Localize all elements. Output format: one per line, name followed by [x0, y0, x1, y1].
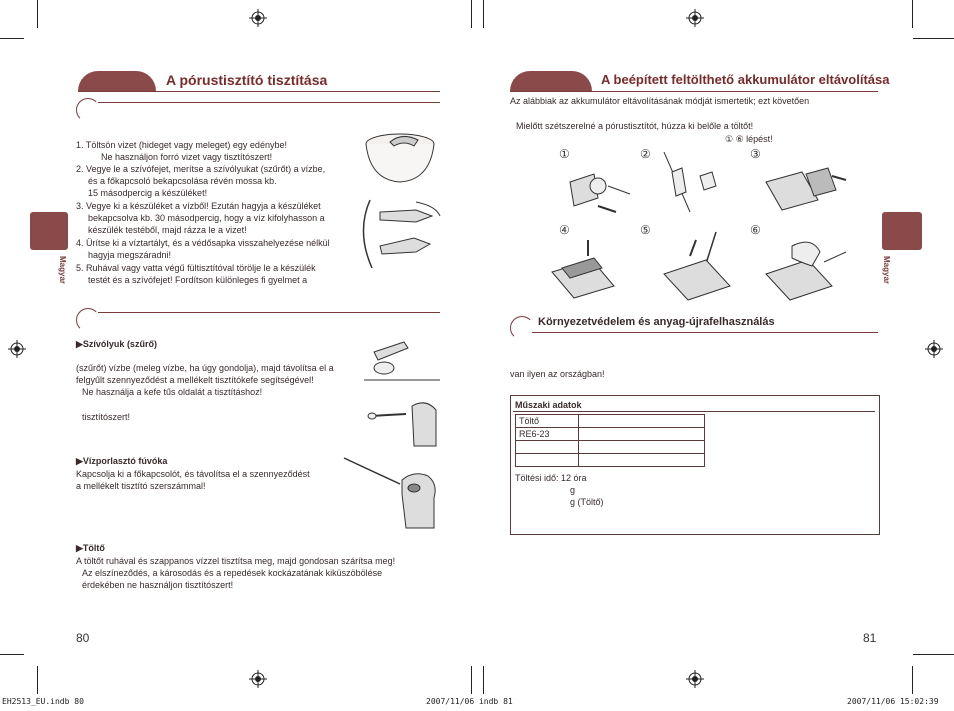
spec-divider: [513, 411, 875, 412]
step-line: bekapcsolva kb. 30 másodpercig, hogy a víz kifolyhasson a: [88, 213, 325, 223]
nozzle-illustration: [340, 454, 440, 530]
registration-mark-icon: [249, 670, 267, 688]
table-row: [516, 454, 705, 467]
spec-heading: Műszaki adatok: [515, 400, 582, 410]
crop-mark: [37, 666, 38, 694]
szivolyuk-text: felgyűlt szennyeződést a mellékelt tisztítókefe segítségével!: [76, 375, 314, 385]
crop-mark: [471, 0, 472, 28]
step-line: 1. Töltsön vizet (hideget vagy meleget) egy edénybe!: [76, 140, 287, 150]
step-marker: ④: [559, 223, 570, 237]
step-line: Ne használjon forró vizet vagy tisztítószert!: [101, 152, 273, 162]
table-row: [516, 428, 705, 441]
step-marker: ①: [559, 147, 570, 161]
section-divider: [532, 332, 878, 333]
table-cell: RE6-23: [516, 428, 579, 441]
crop-mark: [912, 666, 913, 694]
right-page-title: A beépített feltölthető akkumulátor eltávolítása: [601, 72, 890, 87]
crop-mark: [0, 38, 24, 39]
step-marker: ②: [640, 147, 651, 161]
filter-illustration: [364, 334, 440, 386]
tolto-heading: ▶Töltő: [76, 543, 105, 553]
vizporlaszto-text: Kapcsolja ki a főkapcsolót, és távolítsa el a szennyeződést: [76, 469, 310, 479]
shaking-illustration: [356, 192, 442, 276]
step2-illustration: [660, 152, 722, 216]
registration-mark-icon: [8, 340, 26, 358]
crop-mark: [483, 0, 484, 28]
left-page-title: A pórustisztító tisztítása: [166, 72, 328, 88]
section-marker-icon: [510, 316, 534, 340]
intro-text: Az alábbiak az akkumulátor eltávolításának módját ismertetik; ezt követően: [510, 96, 810, 106]
step-marker: ③: [750, 147, 761, 161]
table-row: [516, 441, 705, 454]
crop-mark: [37, 0, 38, 28]
step3-illustration: [762, 160, 848, 218]
title-pill: [78, 71, 156, 91]
charge-time: Töltési idő: 12 óra: [515, 473, 587, 483]
vizporlaszto-text: a mellékelt tisztító szerszámmal!: [76, 481, 206, 491]
footer-date: 2007/11/06 indb 81: [426, 697, 513, 706]
crop-mark: [0, 654, 24, 655]
table-cell: [516, 441, 579, 454]
spec-weight-charger: g (Töltő): [570, 497, 604, 507]
registration-mark-icon: [249, 9, 267, 27]
step-line: és a főkapcsoló bekapcsolása révén mossa kb.: [88, 176, 277, 186]
szivolyuk-heading: ▶Szívólyuk (szűrő): [76, 339, 157, 349]
brush-illustration: [366, 394, 442, 450]
crop-mark: [913, 38, 954, 39]
step-line: testét és a szívófejet! Fordítson különleges fi gyelmet a: [88, 275, 308, 285]
step-line: 2. Vegye le a szívófejet, merítse a szívólyukat (szűrőt) a vízbe,: [76, 164, 326, 174]
step1-illustration: [568, 162, 634, 216]
warning-text: Mielőtt szétszerelné a pórustisztítót, húzza ki belőle a töltőt!: [516, 121, 754, 131]
bowl-illustration: [360, 128, 440, 186]
section-divider: [98, 102, 440, 103]
spec-weight: g: [570, 485, 576, 495]
section-marker-icon: [76, 308, 100, 332]
crop-mark: [483, 666, 484, 694]
registration-mark-icon: [686, 9, 704, 27]
step-marker: ⑤: [640, 223, 651, 237]
step6-illustration: [762, 236, 850, 306]
page-number: 81: [863, 631, 877, 645]
registration-mark-icon: [686, 670, 704, 688]
environment-text: van ilyen az országban!: [510, 369, 605, 379]
szivolyuk-text: (szűrőt) vízbe (meleg vízbe, ha úgy gondolja), majd távolítsa el a: [76, 363, 334, 373]
table-cell: [579, 428, 705, 441]
language-tab: [30, 212, 68, 250]
table-cell: Töltő: [516, 415, 579, 428]
step-line: 15 másodpercig a készüléket!: [88, 188, 208, 198]
section-marker-icon: [76, 98, 100, 122]
language-tab: [882, 212, 922, 250]
footer-timestamp: 2007/11/06 15:02:39: [847, 697, 939, 706]
szivolyuk-text: tisztítószert!: [82, 412, 131, 422]
table-cell: [579, 454, 705, 467]
table-cell: [579, 415, 705, 428]
table-row: [516, 415, 705, 428]
side-label: Magyar: [58, 256, 67, 285]
spec-table: [515, 414, 705, 467]
step-line: 3. Vegye ki a készüléket a vízből! Ezután hagyja a készüléket: [76, 201, 321, 211]
registration-mark-icon: [925, 340, 943, 358]
environment-heading: Környezetvédelem és anyag-újrafelhasználás: [538, 316, 775, 328]
page-number: 80: [76, 631, 90, 645]
step-line: 4. Ürítse ki a víztartályt, és a védősapka visszahelyezése nélkül: [76, 238, 330, 248]
tolto-text: érdekében ne használjon tisztítószert!: [82, 580, 234, 590]
crop-mark: [913, 654, 954, 655]
crop-mark: [471, 666, 472, 694]
footer-file: EH2513_EU.indb 80: [2, 697, 84, 706]
table-cell: [579, 441, 705, 454]
step4-illustration: [548, 238, 634, 304]
vizporlaszto-heading: ▶Vízporlasztó fúvóka: [76, 456, 168, 466]
step-line: 5. Ruhával vagy vatta végű fültisztítóval törölje le a készülék: [76, 263, 316, 273]
szivolyuk-text: Ne használja a kefe tűs oldalát a tisztításhoz!: [82, 387, 263, 397]
side-label: Magyar: [882, 256, 891, 285]
step-line: hagyja megszáradni!: [88, 250, 172, 260]
table-cell: [516, 454, 579, 467]
crop-mark: [912, 0, 913, 28]
step-line: készülék testéből, majd rázza le a vizet!: [88, 225, 247, 235]
section-divider: [98, 312, 440, 313]
tolto-text: A töltőt ruhával és szappanos vízzel tisztítsa meg, majd gondosan szárítsa meg!: [76, 556, 396, 566]
step5-illustration: [660, 230, 742, 306]
step-marker: ⑥: [750, 223, 761, 237]
steps-reference: ① ⑥ lépést!: [725, 134, 773, 144]
title-pill: [510, 71, 592, 91]
tolto-text: Az elszíneződés, a károsodás és a repedések kockázatának kiküszöbölése: [82, 568, 383, 578]
